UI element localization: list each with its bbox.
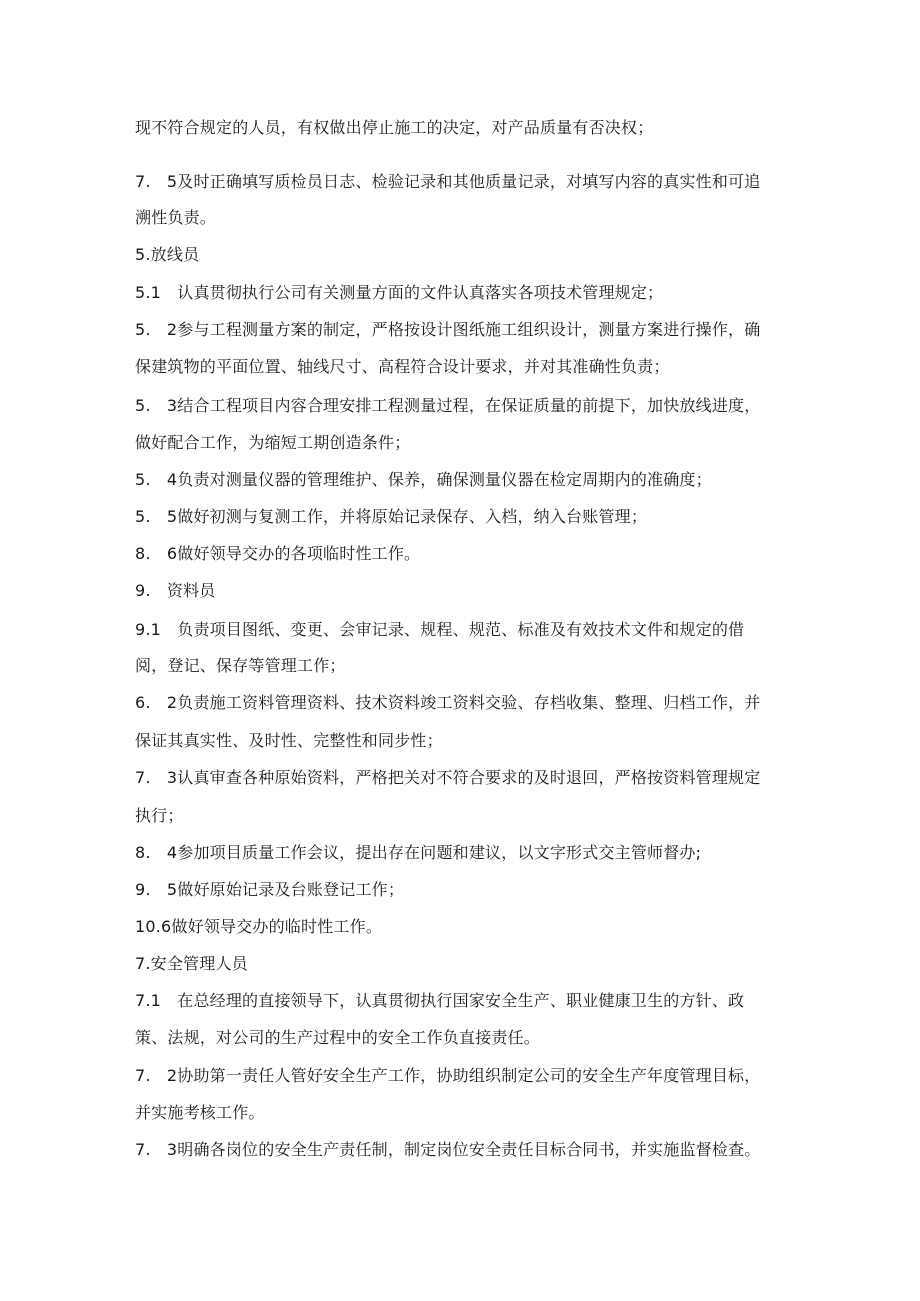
text-line: 9.1 负责项目图纸、变更、会审记录、规程、规范、标准及有效技术文件和规定的借 [135,620,745,639]
text-line: 7. 2协助第一责任人管好安全生产工作，协助组织制定公司的安全生产年度管理目标， [135,1066,761,1085]
section-heading: 7.安全管理人员 [135,954,248,973]
text-line: 7. 3明确各岗位的安全生产责任制，制定岗位安全责任目标合同书，并实施监督检查。 [135,1140,761,1159]
text-line: 8. 6做好领导交办的各项临时性工作。 [135,544,421,563]
section-heading: 5.放线员 [135,245,200,264]
text-line: 7.1 在总经理的直接领导下，认真贯彻执行国家安全生产、职业健康卫生的方针、政 [135,991,745,1010]
text-line: 6. 2负责施工资料管理资料、技术资料竣工资料交验、存档收集、整理、归档工作，并 [135,693,761,712]
text-line: 5. 3结合工程项目内容合理安排工程测量过程，在保证质量的前提下，加快放线进度， [135,396,761,415]
section-heading: 9. 资料员 [135,581,216,600]
text-line: 做好配合工作，为缩短工期创造条件； [135,433,411,452]
text-line: 7. 3认真审查各种原始资料，严格把关对不符合要求的及时退回，严格按资料管理规定 [135,768,761,787]
text-line: 8. 4参加项目质量工作会议，提出存在问题和建议，以文字形式交主管师督办; [135,843,702,862]
text-line: 溯性负责。 [135,208,217,227]
text-line: 现不符合规定的人员，有权做出停止施工的决定，对产品质量有否决权； [135,118,654,137]
text-line: 保建筑物的平面位置、轴线尺寸、高程符合设计要求，并对其准确性负责； [135,357,670,376]
text-line: 保证其真实性、及时性、完整性和同步性； [135,731,443,750]
text-line: 5. 4负责对测量仪器的管理维护、保养，确保测量仪器在检定周期内的准确度； [135,470,712,489]
text-line: 策、法规，对公司的生产过程中的安全工作负直接责任。 [135,1028,541,1047]
text-line: 阅，登记、保存等管理工作； [135,656,346,675]
text-line: 10.6做好领导交办的临时性工作。 [135,917,383,936]
text-line: 并实施考核工作。 [135,1103,265,1122]
text-line: 7. 5及时正确填写质检员日志、检验记录和其他质量记录，对填写内容的真实性和可追 [135,172,761,191]
text-line: 5. 5做好初测与复测工作，并将原始记录保存、入档，纳入台账管理； [135,507,648,526]
text-line: 执行； [135,806,184,825]
text-line: 5. 2参与工程测量方案的制定，严格按设计图纸施工组织设计，测量方案进行操作，确 [135,320,761,339]
text-line: 5.1 认真贯彻执行公司有关测量方面的文件认真落实各项技术管理规定； [135,283,664,302]
text-line: 9. 5做好原始记录及台账登记工作； [135,880,405,899]
